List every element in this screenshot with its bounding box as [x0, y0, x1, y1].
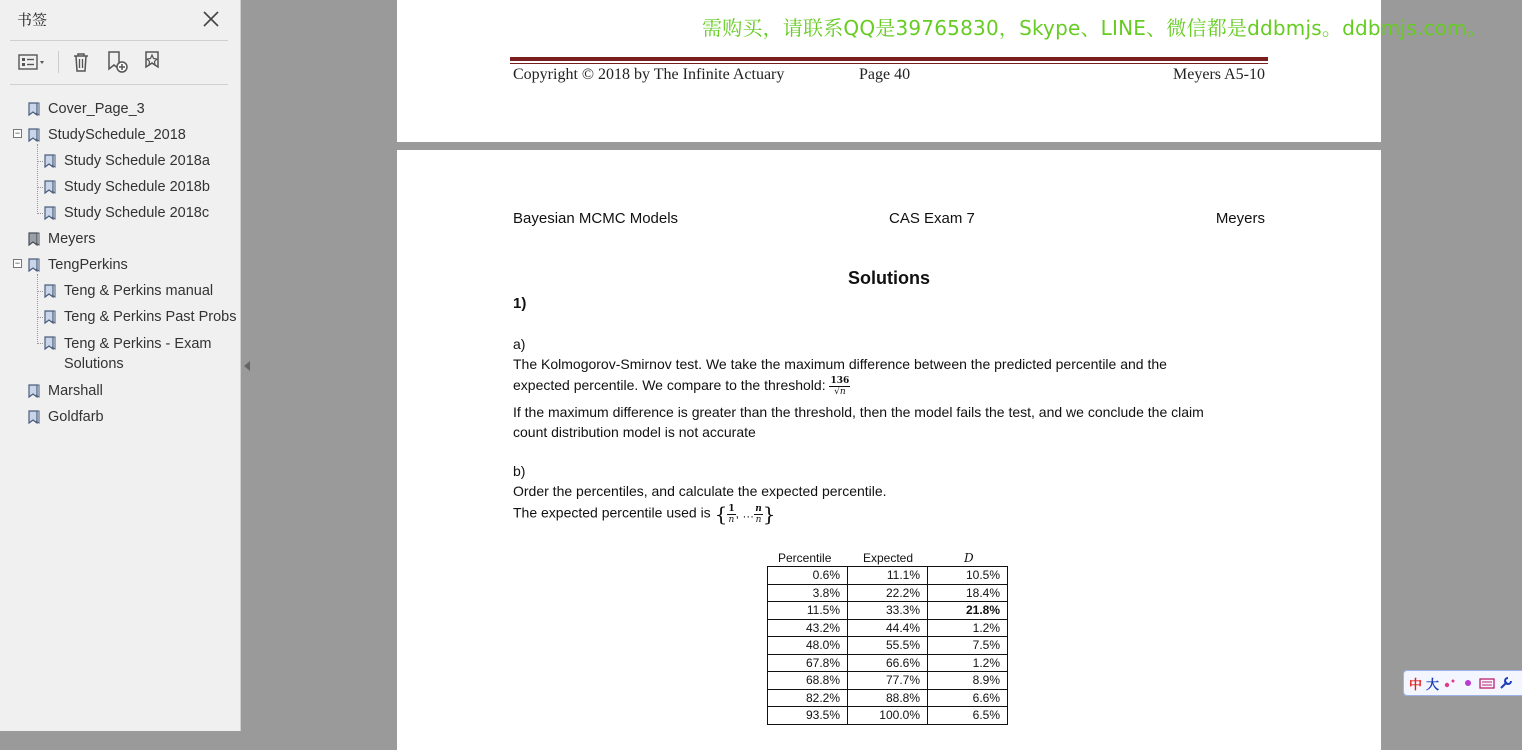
part-a-text-2-body: expected percentile. We compare to the threshold: [513, 377, 826, 394]
bookmark-label-line2: Solutions [64, 356, 124, 372]
ime-punctuation-icon[interactable] [1443, 676, 1457, 690]
list-options-icon [16, 52, 48, 72]
part-a-text-4: count distribution model is not accurate [513, 424, 756, 440]
bookmark-teng-perkins-exam-solutions[interactable] [0, 330, 240, 378]
cell-expected: 77.7% [848, 672, 928, 690]
options-menu-button[interactable] [14, 48, 50, 76]
cell-d: 1.2% [928, 619, 1008, 637]
expand-bookmark-button[interactable] [139, 48, 167, 76]
bookmark-label [64, 334, 211, 374]
col-header-d: D [964, 551, 974, 565]
header-right: Meyers [1215, 210, 1265, 227]
cell-d: 6.6% [928, 689, 1008, 707]
bookmark-star-icon [140, 49, 166, 75]
set-brace-close: } [762, 502, 776, 526]
table-row [768, 584, 1008, 602]
cell-d: 18.4% [928, 584, 1008, 602]
bookmark-toolbar [14, 48, 167, 76]
part-b-text-2 [513, 502, 776, 526]
cell-percentile: 82.2% [768, 689, 848, 707]
section-title: Solutions [848, 268, 930, 288]
bookmark-label: Marshall [48, 383, 103, 399]
footer-rule [510, 63, 1268, 64]
table-row [768, 672, 1008, 690]
bookmark-icon [26, 231, 42, 247]
bookmark-label: Cover_Page_3 [48, 101, 145, 117]
bookmark-icon [26, 383, 42, 399]
cell-expected: 88.8% [848, 689, 928, 707]
part-b-text-2-body: The expected percentile used is [513, 504, 711, 521]
ks-table [767, 566, 1008, 725]
bookmark-label: TengPerkins [48, 257, 128, 273]
bookmark-icon [26, 409, 42, 425]
delete-bookmark-button[interactable] [67, 48, 95, 76]
cell-d: 21.8% [928, 602, 1008, 620]
collapse-toggle[interactable]: − [14, 258, 21, 268]
part-a-text-2 [513, 376, 850, 397]
bookmark-label: Study Schedule 2018b [64, 179, 210, 195]
ime-mode-chinese[interactable]: 中 [1409, 677, 1423, 693]
cell-percentile: 93.5% [768, 707, 848, 725]
tree-guide-line [37, 317, 45, 318]
bookmark-meyers[interactable] [0, 226, 240, 252]
bookmark-label: Study Schedule 2018a [64, 153, 210, 169]
collapse-panel-icon[interactable] [242, 360, 252, 372]
ime-softkeyboard-icon[interactable] [1461, 676, 1475, 690]
tree-guide-line [37, 161, 45, 162]
ime-keyboard-icon[interactable] [1479, 676, 1495, 690]
bookmark-study-schedule[interactable] [0, 122, 240, 148]
cell-d: 10.5% [928, 567, 1008, 585]
col-header-percentile: Percentile [778, 551, 832, 565]
part-a-text-3: If the maximum difference is greater than the threshold, then the model fails the test, and we conclude the claim [513, 404, 1204, 420]
bookmark-teng-perkins-past-probs[interactable] [0, 304, 240, 330]
set-ellipsis: , … [735, 506, 755, 521]
table-row [768, 654, 1008, 672]
bookmark-label: Teng & Perkins manual [64, 283, 214, 299]
tree-guide-line [37, 343, 45, 344]
question-number: 1) [513, 295, 527, 312]
tree-guide-line [37, 291, 45, 292]
cell-d: 8.9% [928, 672, 1008, 690]
fraction-denominator: √n [834, 387, 846, 397]
fraction-denominator: n [755, 514, 762, 525]
watermark-text: 需购买，请联系QQ是39765830，Skype、LINE、微信都是ddbmjs。ddbmjs.com。 [702, 16, 1487, 40]
cell-d: 7.5% [928, 637, 1008, 655]
pdf-page-current [397, 150, 1381, 750]
cell-d: 1.2% [928, 654, 1008, 672]
ime-toolbar[interactable] [1403, 670, 1522, 696]
table-row [768, 567, 1008, 585]
footer-page-number: Page 40 [859, 66, 911, 83]
cell-percentile: 48.0% [768, 637, 848, 655]
cell-percentile: 68.8% [768, 672, 848, 690]
bookmark-marshall[interactable] [0, 378, 240, 404]
footer-copyright: Copyright © 2018 by The Infinite Actuary [513, 66, 785, 83]
ime-mode-full-width[interactable]: 大 [1426, 677, 1440, 693]
cell-expected: 22.2% [848, 584, 928, 602]
tree-guide-line [37, 213, 45, 214]
part-a-text-1: The Kolmogorov-Smirnov test. We take the maximum difference between the predicted percentile and the [513, 356, 1167, 372]
tree-guide-line [37, 187, 45, 188]
new-bookmark-button[interactable] [103, 48, 131, 76]
col-header-expected: Expected [863, 551, 914, 565]
threshold-fraction [829, 376, 850, 397]
part-b-text-1: Order the percentiles, and calculate the expected percentile. [513, 483, 887, 499]
ime-settings-icon[interactable] [1499, 676, 1513, 690]
bookmark-label: Teng & Perkins Past Probs [64, 309, 237, 325]
header-center: CAS Exam 7 [889, 210, 975, 227]
bookmark-label: Study Schedule 2018c [64, 205, 210, 221]
bookmark-cover-page[interactable] [0, 96, 240, 122]
bookmark-label-line1: Teng & Perkins - Exam [64, 336, 212, 352]
bookmark-icon [26, 257, 42, 273]
part-a-label: a) [513, 336, 526, 352]
bookmark-tree [0, 96, 240, 430]
collapse-toggle[interactable]: − [14, 128, 21, 138]
bookmark-icon [26, 101, 42, 117]
fraction-denominator: n [728, 514, 735, 525]
divider [10, 40, 228, 41]
bookmark-study-schedule-a[interactable] [0, 148, 240, 174]
set-brace-open: { [714, 502, 728, 526]
fraction-numerator: 1 [728, 503, 735, 514]
trash-icon [70, 51, 92, 73]
set-first-fraction [727, 504, 735, 525]
divider [10, 84, 228, 85]
bookmark-goldfarb[interactable] [0, 404, 240, 430]
panel-title: 书签 [17, 11, 48, 29]
table-row [768, 602, 1008, 620]
cell-d: 6.5% [928, 707, 1008, 725]
fraction-numerator: n [755, 503, 762, 514]
cell-expected: 55.5% [848, 637, 928, 655]
header-left: Bayesian MCMC Models [513, 210, 679, 227]
bookmark-label: Goldfarb [48, 409, 104, 425]
cell-expected: 66.6% [848, 654, 928, 672]
cell-expected: 33.3% [848, 602, 928, 620]
bookmark-teng-perkins-manual[interactable] [0, 278, 240, 304]
bookmark-label: Meyers [48, 231, 96, 247]
set-last-fraction [754, 504, 763, 525]
table-row [768, 707, 1008, 725]
close-icon[interactable] [201, 9, 221, 29]
cell-percentile: 43.2% [768, 619, 848, 637]
bookmark-study-schedule-b[interactable] [0, 174, 240, 200]
table-row [768, 619, 1008, 637]
cell-percentile: 67.8% [768, 654, 848, 672]
cell-percentile: 11.5% [768, 602, 848, 620]
footer-reference: Meyers A5-10 [1173, 66, 1265, 83]
bookmark-study-schedule-c[interactable] [0, 200, 240, 226]
cell-expected: 11.1% [848, 567, 928, 585]
bookmark-label: StudySchedule_2018 [48, 127, 186, 143]
bookmarks-panel [0, 0, 241, 731]
cell-percentile: 0.6% [768, 567, 848, 585]
table-row [768, 689, 1008, 707]
bookmark-icon [26, 127, 42, 143]
add-bookmark-icon [104, 49, 130, 75]
cell-expected: 44.4% [848, 619, 928, 637]
fraction-numerator: 136 [830, 376, 850, 386]
cell-percentile: 3.8% [768, 584, 848, 602]
footer-rule [510, 57, 1268, 61]
table-row [768, 637, 1008, 655]
bookmark-teng-perkins[interactable] [0, 252, 240, 278]
cell-expected: 100.0% [848, 707, 928, 725]
part-b-label: b) [513, 463, 526, 479]
